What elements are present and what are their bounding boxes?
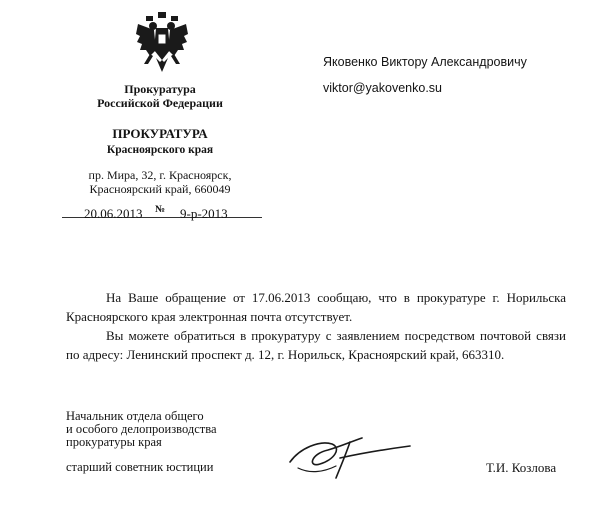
position-line-2: и особого делопроизводства: [66, 422, 217, 436]
addressee-email: viktor@yakovenko.su: [323, 81, 442, 95]
coat-of-arms-icon: [134, 10, 190, 76]
body-paragraph-2: Вы можете обратиться в прокуратуру с заявлением посредством почтовой связи по адресу: Ленинский проспект д. 12, г. Норильск, Красноярский край, 663310.: [66, 328, 566, 362]
position-line-1: Начальник отдела общего: [66, 409, 204, 423]
letter-body: [66, 288, 566, 364]
signatory-rank: старший советник юстиции: [66, 460, 214, 474]
office-header: [90, 126, 230, 158]
position-line-3: прокуратуры края: [66, 435, 162, 449]
organization-header: [90, 82, 230, 110]
signatory-name: Т.И. Козлова: [486, 460, 557, 475]
address-region: Красноярский край, 660049: [89, 182, 231, 196]
addressee-name: Яковенко Виктору Александровичу: [323, 55, 527, 69]
address-street: пр. Мира, 32, г. Красноярск,: [88, 168, 232, 182]
office-name: ПРОКУРАТУРА: [112, 126, 208, 141]
organization-country: Российской Федерации: [97, 96, 223, 110]
organization-name: Прокуратура: [124, 82, 196, 96]
registration-date: 20.06.2013: [84, 206, 143, 221]
office-region: Красноярского края: [106, 144, 214, 156]
signatory-position: [66, 410, 266, 449]
office-address: [80, 168, 240, 196]
body-paragraph-1: На Ваше обращение от 17.06.2013 сообщаю, что в прокуратуре г. Норильска Красноярского края электронная почта отсутствует.: [66, 290, 566, 324]
registration-number: 9-р-2013: [180, 206, 228, 221]
registration-number-sign: №: [155, 204, 166, 215]
handwritten-signature-icon: [280, 428, 420, 484]
